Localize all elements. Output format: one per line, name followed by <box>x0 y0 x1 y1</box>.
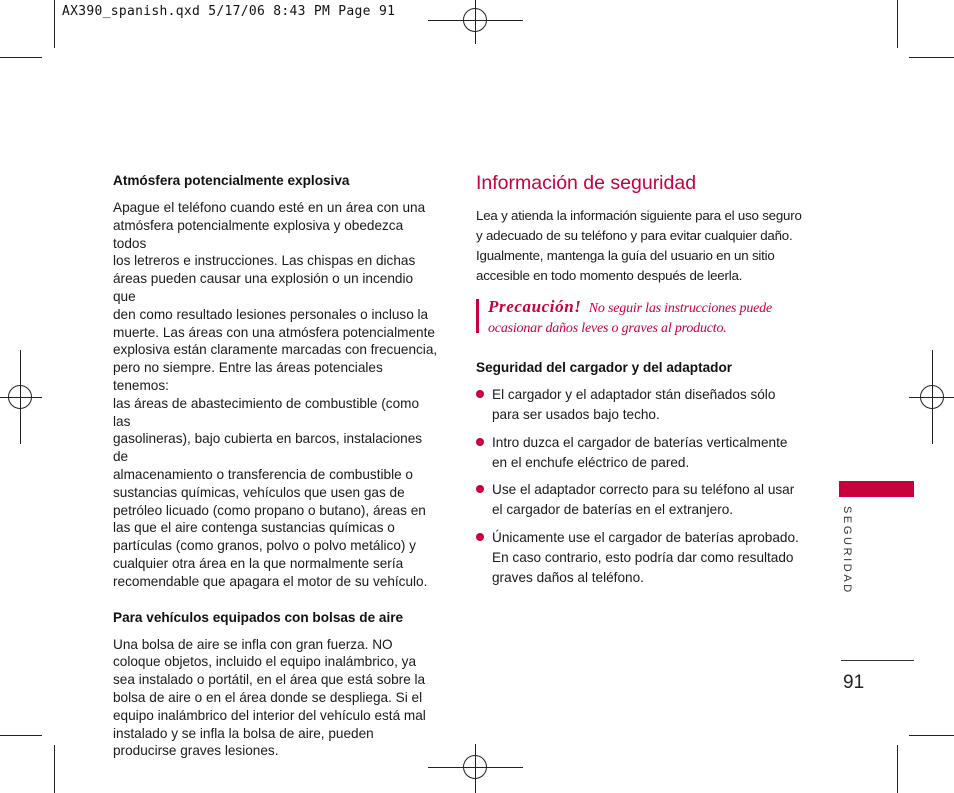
caution-line-1: No seguir las instrucciones puede <box>588 301 772 316</box>
bullet-icon <box>476 390 484 398</box>
heading-airbag-vehicles: Para vehículos equipados con bolsas de aire <box>113 609 404 625</box>
heading-charger-safety: Seguridad del cargador y del adaptador <box>476 360 733 375</box>
list-item: Únicamente use el cargador de baterías aprobado. En caso contrario, esto podría dar como resultado graves daños al teléfono. <box>476 528 806 588</box>
heading-explosive-atmosphere: Atmósfera potencialmente explosiva <box>113 173 350 188</box>
bullet-icon <box>476 438 484 446</box>
section-tab-marker <box>839 481 914 497</box>
list-item: Intro duzca el cargador de baterías verticalmente en el enchufe eléctrico de pared. <box>476 433 806 473</box>
page-number: 91 <box>843 672 865 693</box>
charger-safety-list <box>476 385 806 588</box>
section-title: Información de seguridad <box>476 172 697 194</box>
crop-mark <box>54 0 55 48</box>
print-slug: AX390_spanish.qxd 5/17/06 8:43 PM Page 91 <box>62 4 396 19</box>
crop-mark <box>0 735 42 736</box>
crop-mark <box>897 745 898 793</box>
page-number-rule <box>841 660 914 661</box>
crop-mark <box>909 735 954 736</box>
intro-paragraph: Lea y atienda la información siguiente para el uso seguro y adecuado de su teléfono y para evitar cualquier daño. Igualmente, mantenga la guía del usuario en un sitio accesible en todo momento después de leerla. <box>476 208 802 283</box>
bullet-icon <box>476 533 484 541</box>
list-item: El cargador y el adaptador stán diseñados sólo para ser usados bajo techo. <box>476 385 806 425</box>
section-tab-label: SEGURIDAD <box>841 506 853 595</box>
caution-label: Precaución! <box>488 297 582 316</box>
paragraph-explosive-atmosphere: Apague el teléfono cuando esté en un área con una atmósfera potencialmente explosiva y obedezca todos los letreros e instrucciones. Las chispas en dichas áreas pueden causar una explosión o un incendio que den como resultado lesiones personales o incluso la muerte. Las áreas con una atmósfera potencialmente explosiva están claramente marcadas con frecuencia, pero no siempre. Entre las áreas potenciales tenemos: las áreas de abastecimiento de combustible (como las gasolineras), bajo cubierta en barcos, instalaciones de almacenamiento o transferencia de combustible o sustancias químicas, vehículos que usen gas de petróleo licuado (como propano o butano), áreas en las que el aire contenga sustancias químicas o partículas (como granos, polvo o polvo metálico) y cualquier otra área en la que normalmente sería recomendable que apagara el motor de su vehículo. <box>113 200 438 589</box>
list-item: Use el adaptador correcto para su teléfono al usar el cargador de baterías en el extranjero. <box>476 480 806 520</box>
caution-bar <box>476 299 479 333</box>
right-column <box>476 170 806 595</box>
crop-mark <box>0 57 42 58</box>
crop-mark <box>54 745 55 793</box>
crop-mark <box>897 0 898 48</box>
paragraph-airbag-vehicles: Una bolsa de aire se infla con gran fuerza. NO coloque objetos, incluido el equipo inalámbrico, ya sea instalado o portátil, en el área que está sobre la bolsa de aire o en el área donde se despliega. Si el equipo inalámbrico del interior del vehículo está mal instalado y se infla la bolsa de aire, pueden producirse graves lesiones. <box>113 636 426 759</box>
crop-mark <box>909 57 954 58</box>
caution-note <box>476 297 806 339</box>
caution-line-2: ocasionar daños leves o graves al producto. <box>488 321 727 336</box>
left-column <box>113 172 439 760</box>
bullet-icon <box>476 485 484 493</box>
